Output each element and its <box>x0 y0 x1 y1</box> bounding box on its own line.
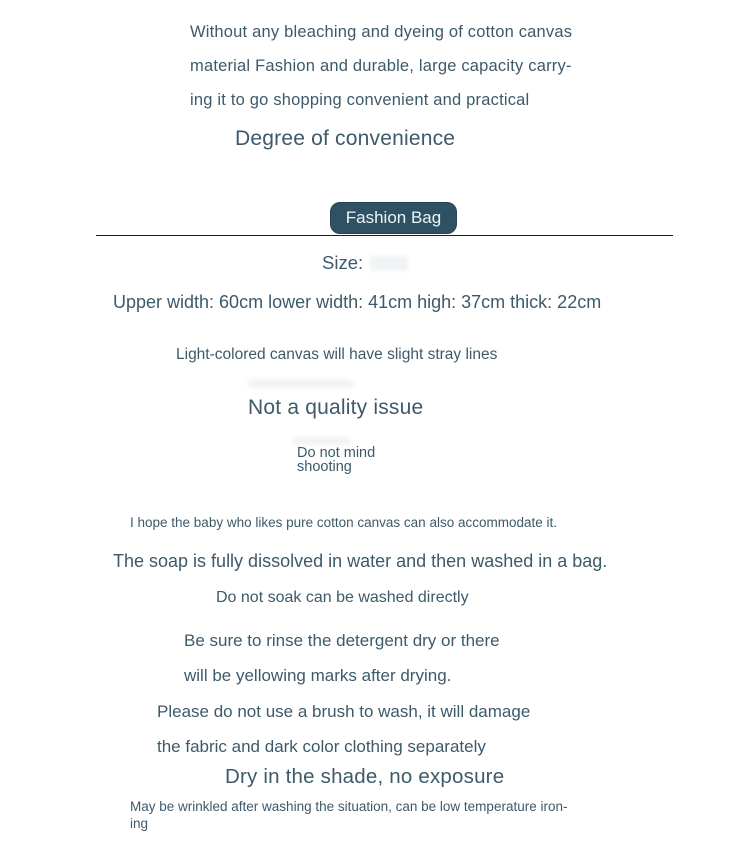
ironing-note <box>130 799 567 832</box>
size-dimensions: Upper width: 60cm lower width: 41cm high: 37cm thick: 22cm <box>113 292 602 312</box>
intro-paragraph <box>190 15 572 117</box>
brush-instruction-line-2: the fabric and dark color clothing separately <box>157 737 486 756</box>
faded-text-artifact <box>293 437 351 445</box>
brush-instruction <box>157 694 530 764</box>
rinse-instruction <box>184 624 500 693</box>
ironing-note-line-1: May be wrinkled after washing the situation, can be low temperature iron- <box>130 799 568 814</box>
fashion-bag-badge <box>330 202 457 234</box>
shooting-caption-line-2: shooting <box>297 459 352 475</box>
rinse-instruction-line-1: Be sure to rinse the detergent dry or there <box>184 631 500 650</box>
faded-text-artifact <box>248 379 353 388</box>
faded-text-artifact <box>370 256 408 271</box>
quality-heading: Not a quality issue <box>248 396 424 419</box>
shooting-caption <box>297 446 375 474</box>
intro-line-2: material Fashion and durable, large capacity carry- <box>190 57 572 75</box>
intro-line-3: ing it to go shopping convenient and practical <box>190 91 530 109</box>
rinse-instruction-line-2: will be yellowing marks after drying. <box>184 665 452 685</box>
stray-lines-note: Light-colored canvas will have slight stray lines <box>176 346 498 363</box>
ironing-note-line-2: ing <box>130 815 149 831</box>
size-title: Size: <box>322 252 364 273</box>
intro-line-1: Without any bleaching and dyeing of cotton canvas <box>190 23 573 41</box>
convenience-heading: Degree of convenience <box>235 127 456 150</box>
soap-instruction: The soap is fully dissolved in water and then washed in a bag. <box>113 551 608 571</box>
soak-instruction: Do not soak can be washed directly <box>216 589 469 606</box>
hope-note: I hope the baby who likes pure cotton canvas can also accommodate it. <box>130 515 557 530</box>
dry-heading: Dry in the shade, no exposure <box>225 765 505 788</box>
shooting-caption-line-1: Do not mind <box>297 445 376 461</box>
fashion-bag-badge-label: Fashion Bag <box>345 208 442 227</box>
section-divider-line <box>96 235 673 236</box>
brush-instruction-line-1: Please do not use a brush to wash, it will damage <box>157 702 531 721</box>
